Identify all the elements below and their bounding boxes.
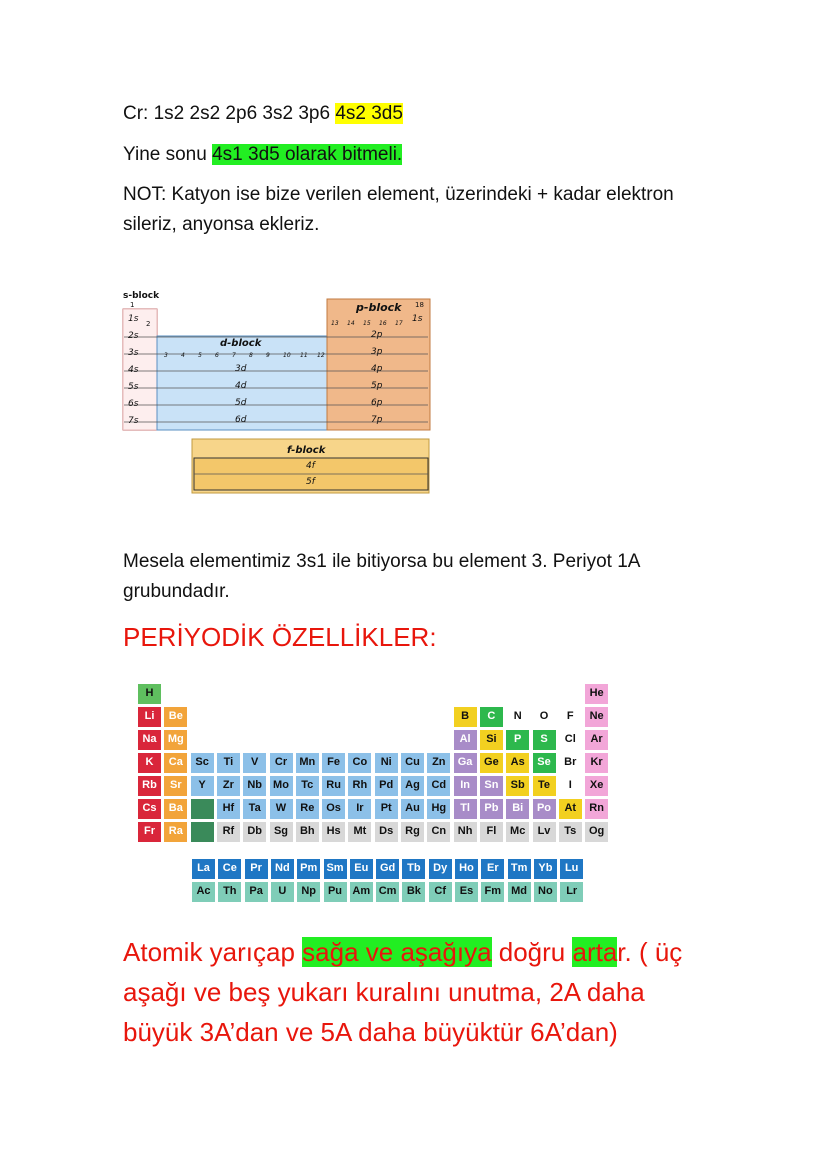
p-group-label: 17 xyxy=(395,320,403,327)
element-cell: Cr xyxy=(270,753,293,773)
element-cell: Rb xyxy=(138,776,161,796)
lanthanide-cell: Gd xyxy=(376,859,399,879)
element-cell: Ca xyxy=(164,753,187,773)
actinide-cell: Pu xyxy=(324,882,347,902)
radius-text2: doğru xyxy=(491,937,573,967)
element-cell xyxy=(191,799,214,819)
s-row-label: 1s xyxy=(128,314,139,324)
element-cell: Bi xyxy=(506,799,529,819)
radius-text1: Atomik yarıçap xyxy=(123,937,303,967)
element-cell: He xyxy=(585,684,608,704)
element-cell: Ge xyxy=(480,753,503,773)
element-cell: N xyxy=(506,707,529,727)
element-cell: Ni xyxy=(375,753,398,773)
radius-highlight1: sağa ve aşağıya xyxy=(302,937,492,967)
element-cell: P xyxy=(506,730,529,750)
lanthanide-cell: Pr xyxy=(245,859,268,879)
p-group-label: 13 xyxy=(331,320,339,327)
p-row-label: 4p xyxy=(371,364,383,374)
s-row-label: 2s xyxy=(128,331,139,341)
element-cell: Rh xyxy=(348,776,371,796)
element-cell: Sr xyxy=(164,776,187,796)
element-cell: Cd xyxy=(427,776,450,796)
element-cell: K xyxy=(138,753,161,773)
element-cell: Db xyxy=(243,822,266,842)
actinide-cell: Th xyxy=(218,882,241,902)
element-cell: Rn xyxy=(585,799,608,819)
element-cell: Na xyxy=(138,730,161,750)
actinide-cell: No xyxy=(534,882,557,902)
element-cell: Mc xyxy=(506,822,529,842)
config-text: Cr: 1s2 2s2 2p6 3s2 3p6 xyxy=(123,103,336,124)
element-cell: C xyxy=(480,707,503,727)
lanthanide-cell: Ho xyxy=(455,859,478,879)
element-cell: Ba xyxy=(164,799,187,819)
element-cell: Y xyxy=(191,776,214,796)
element-cell: Hs xyxy=(322,822,345,842)
element-cell: Zn xyxy=(427,753,450,773)
p-row-label: 6p xyxy=(371,398,383,408)
element-cell: Ts xyxy=(559,822,582,842)
element-cell: Re xyxy=(296,799,319,819)
actinide-cell: Ac xyxy=(192,882,215,902)
group-18-label: 18 xyxy=(415,301,424,309)
element-cell: Se xyxy=(533,753,556,773)
periodic-block-diagram xyxy=(122,292,432,494)
element-cell: Bh xyxy=(296,822,319,842)
lanthanide-cell: Nd xyxy=(271,859,294,879)
s-row-label: 4s xyxy=(128,365,139,375)
element-cell: Mn xyxy=(296,753,319,773)
element-cell: Fl xyxy=(480,822,503,842)
d-group-label: 4 xyxy=(181,352,185,359)
lanthanide-cell: Tm xyxy=(508,859,531,879)
radius-text3: r. ( üç xyxy=(617,937,683,967)
element-cell: In xyxy=(454,776,477,796)
element-cell: W xyxy=(270,799,293,819)
s-row-label: 7s xyxy=(128,416,139,426)
actinide-cell: Cf xyxy=(429,882,452,902)
element-cell: Cn xyxy=(427,822,450,842)
d-group-label: 7 xyxy=(232,352,236,359)
element-cell: Zr xyxy=(217,776,240,796)
element-cell: Ds xyxy=(375,822,398,842)
element-cell: Os xyxy=(322,799,345,819)
d-group-label: 8 xyxy=(249,352,253,359)
actinide-cell: Bk xyxy=(402,882,425,902)
s-block-label: s-block xyxy=(123,291,160,301)
element-cell: Nb xyxy=(243,776,266,796)
actinide-cell: U xyxy=(271,882,294,902)
radius-line3: büyük 3A’dan ve 5A daha büyüktür 6A’dan) xyxy=(123,1017,618,1047)
actinide-cell: Cm xyxy=(376,882,399,902)
element-cell: Lv xyxy=(533,822,556,842)
lanthanide-cell: Ce xyxy=(218,859,241,879)
element-cell: Xe xyxy=(585,776,608,796)
element-cell: Ga xyxy=(454,753,477,773)
element-cell: As xyxy=(506,753,529,773)
s-row-label: 6s xyxy=(128,399,139,409)
p-row-label: 7p xyxy=(371,415,383,425)
d-group-label: 11 xyxy=(300,352,308,359)
element-cell: Si xyxy=(480,730,503,750)
element-cell: B xyxy=(454,707,477,727)
cation-note-line1: NOT: Katyon ise bize verilen element, üzerindeki + kadar elektron xyxy=(123,184,674,205)
lanthanide-cell: Eu xyxy=(350,859,373,879)
element-cell: Rg xyxy=(401,822,424,842)
element-cell: S xyxy=(533,730,556,750)
element-cell: Og xyxy=(585,822,608,842)
lanthanide-cell: Pm xyxy=(297,859,320,879)
p-block-label: p-block xyxy=(356,301,402,314)
p-group-label: 16 xyxy=(379,320,387,327)
element-cell: Sn xyxy=(480,776,503,796)
element-cell: V xyxy=(243,753,266,773)
d-group-label: 5 xyxy=(198,352,202,359)
p-row-label: 1s xyxy=(412,314,423,324)
group-2-label: 2 xyxy=(146,320,151,328)
d-group-label: 12 xyxy=(317,352,325,359)
element-cell: At xyxy=(559,799,582,819)
actinide-cell: Np xyxy=(297,882,320,902)
element-cell: Po xyxy=(533,799,556,819)
lanthanide-cell: Tb xyxy=(402,859,425,879)
element-cell: Pd xyxy=(375,776,398,796)
electron-config-line xyxy=(123,99,403,129)
element-cell: Cu xyxy=(401,753,424,773)
lanthanide-cell: Er xyxy=(481,859,504,879)
element-cell: Ar xyxy=(585,730,608,750)
actinide-cell: Pa xyxy=(245,882,268,902)
d-group-label: 9 xyxy=(266,352,270,359)
ending-text: Yine sonu xyxy=(123,144,213,165)
element-cell: Ru xyxy=(322,776,345,796)
element-cell: Rf xyxy=(217,822,240,842)
example-line1: Mesela elementimiz 3s1 ile bitiyorsa bu element 3. Periyot 1A xyxy=(123,551,641,572)
element-cell: Nh xyxy=(454,822,477,842)
element-cell: O xyxy=(533,707,556,727)
element-cell: Tl xyxy=(454,799,477,819)
element-cell: Ra xyxy=(164,822,187,842)
p-row-label: 5p xyxy=(371,381,383,391)
element-cell: Ag xyxy=(401,776,424,796)
s-row-label: 5s xyxy=(128,382,139,392)
p-row-label: 2p xyxy=(371,330,383,340)
actinide-cell: Md xyxy=(508,882,531,902)
lanthanide-cell: Yb xyxy=(534,859,557,879)
element-cell: Co xyxy=(348,753,371,773)
element-cell: Sc xyxy=(191,753,214,773)
element-cell: Hf xyxy=(217,799,240,819)
d-group-label: 10 xyxy=(283,352,291,359)
lanthanide-cell: Dy xyxy=(429,859,452,879)
element-cell: Fr xyxy=(138,822,161,842)
element-cell xyxy=(191,822,214,842)
element-cell: I xyxy=(559,776,582,796)
d-row-label: 5d xyxy=(235,398,247,408)
element-cell: Br xyxy=(559,753,582,773)
ending-note-line xyxy=(123,140,402,170)
config-highlight: 4s2 3d5 xyxy=(335,103,403,124)
element-cell: Ti xyxy=(217,753,240,773)
actinide-cell: Es xyxy=(455,882,478,902)
element-cell: H xyxy=(138,684,161,704)
s-row-label: 3s xyxy=(128,348,139,358)
radius-highlight2: arta xyxy=(572,937,618,967)
lanthanide-cell: Sm xyxy=(324,859,347,879)
lanthanide-cell: Lu xyxy=(560,859,583,879)
d-block-label: d-block xyxy=(220,338,262,349)
f-row-label: 4f xyxy=(306,461,315,471)
element-cell: Cs xyxy=(138,799,161,819)
element-cell: Mo xyxy=(270,776,293,796)
d-group-label: 6 xyxy=(215,352,219,359)
element-cell: Au xyxy=(401,799,424,819)
element-cell: Al xyxy=(454,730,477,750)
element-cell: Ne xyxy=(585,707,608,727)
example-line2: grubundadır. xyxy=(123,581,230,602)
element-cell: Fe xyxy=(322,753,345,773)
actinide-cell: Fm xyxy=(481,882,504,902)
periodic-table xyxy=(136,675,612,907)
element-cell: Ta xyxy=(243,799,266,819)
element-cell: Be xyxy=(164,707,187,727)
d-row-label: 4d xyxy=(235,381,247,391)
element-cell: Ir xyxy=(348,799,371,819)
f-block-label: f-block xyxy=(287,445,326,456)
element-cell: Sb xyxy=(506,776,529,796)
d-row-label: 6d xyxy=(235,415,247,425)
element-cell: Tc xyxy=(296,776,319,796)
f-row-label: 5f xyxy=(306,477,315,487)
element-cell: Cl xyxy=(559,730,582,750)
element-cell: Pb xyxy=(480,799,503,819)
p-group-label: 14 xyxy=(347,320,355,327)
cation-note-line2: sileriz, anyonsa ekleriz. xyxy=(123,214,320,235)
radius-line1 xyxy=(123,932,682,972)
actinide-cell: Am xyxy=(350,882,373,902)
element-cell: Li xyxy=(138,707,161,727)
p-group-label: 15 xyxy=(363,320,371,327)
element-cell: Te xyxy=(533,776,556,796)
element-cell: Mg xyxy=(164,730,187,750)
group-1-label: 1 xyxy=(130,301,135,309)
section-heading: PERİYODİK ÖZELLİKLER: xyxy=(123,622,437,652)
d-row-label: 3d xyxy=(235,364,247,374)
ending-highlight: 4s1 3d5 olarak bitmeli. xyxy=(212,144,403,165)
element-cell: Pt xyxy=(375,799,398,819)
d-group-label: 3 xyxy=(164,352,168,359)
element-cell: Kr xyxy=(585,753,608,773)
actinide-cell: Lr xyxy=(560,882,583,902)
radius-line2: aşağı ve beş yukarı kuralını unutma, 2A daha xyxy=(123,977,645,1007)
lanthanide-cell: La xyxy=(192,859,215,879)
element-cell: F xyxy=(559,707,582,727)
element-cell: Mt xyxy=(348,822,371,842)
element-cell: Hg xyxy=(427,799,450,819)
p-row-label: 3p xyxy=(371,347,383,357)
element-cell: Sg xyxy=(270,822,293,842)
